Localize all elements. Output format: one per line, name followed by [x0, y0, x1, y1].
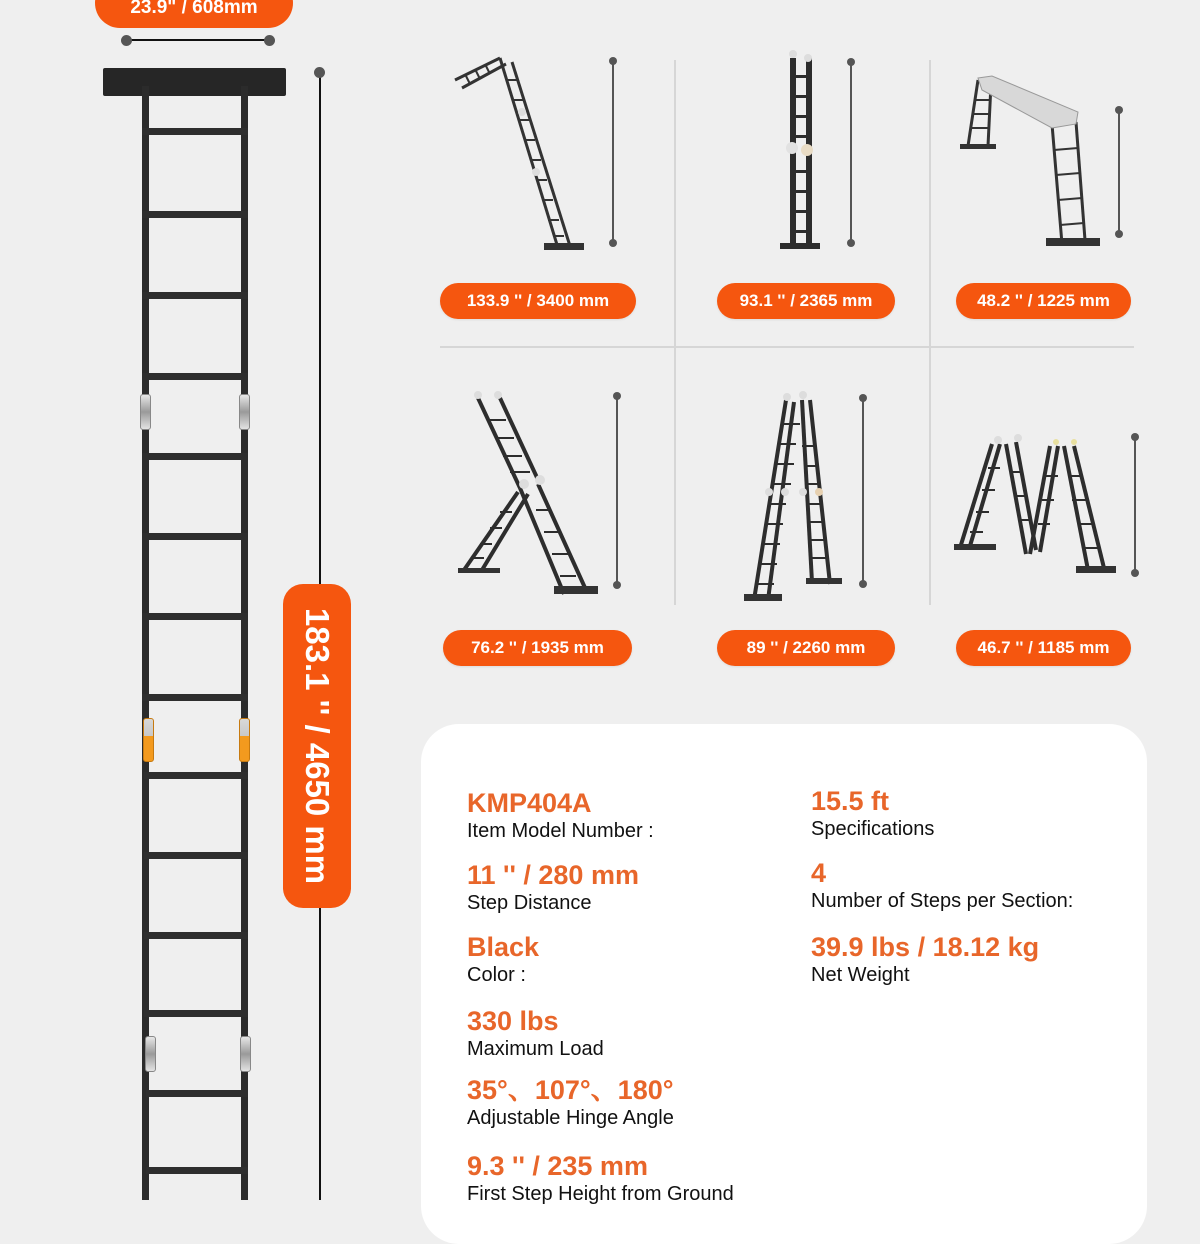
ladder-rung [144, 1010, 248, 1017]
spec-label: Specifications [811, 818, 935, 840]
height-dimension-label: 183.1 '' / 4650 mm [299, 607, 336, 885]
config-extension-leaning-illustration [440, 40, 674, 270]
height-dimension-badge [283, 584, 351, 908]
dimension-endpoint-icon [1131, 433, 1139, 441]
config-height-line [850, 62, 852, 244]
dimension-endpoint-icon [1115, 106, 1123, 114]
spec-label: Item Model Number : [467, 820, 654, 842]
spec-value: 330 lbs [467, 1006, 559, 1036]
width-dimension-label: 23.9" / 608mm [130, 0, 258, 18]
ladder-rung [142, 128, 248, 135]
ladder-rung [146, 1167, 248, 1174]
hinge-lock-icon [143, 718, 154, 762]
config-straight-folded-illustration [740, 40, 880, 260]
spec-hinge-angle [467, 1075, 674, 1131]
width-dimension-line [125, 39, 269, 41]
dimension-endpoint-icon [1115, 230, 1123, 238]
spec-first-step-height [467, 1151, 734, 1207]
spec-color [467, 932, 539, 988]
spec-specifications [811, 786, 934, 842]
ladder-rung [144, 772, 248, 779]
hinge-icon [239, 394, 250, 430]
ladder-top-cap [103, 68, 286, 96]
ladder-rung [142, 694, 248, 701]
config-double-a-frame-badge [956, 630, 1131, 666]
dimension-endpoint-icon [121, 35, 132, 46]
dimension-endpoint-icon [847, 239, 855, 247]
ladder-rung [144, 852, 248, 859]
config-label: 46.7 '' / 1185 mm [977, 638, 1110, 657]
spec-value: 35°、107°、180° [467, 1075, 674, 1105]
config-label: 133.9 '' / 3400 mm [466, 291, 610, 310]
spec-value: 11 '' / 280 mm [467, 860, 639, 890]
spec-value: 9.3 '' / 235 mm [467, 1151, 648, 1181]
ladder-rung [144, 932, 248, 939]
spec-label: Step Distance [467, 892, 592, 914]
ladder-rail-left [142, 86, 149, 1200]
ladder-rung [146, 1090, 248, 1097]
spec-label: Maximum Load [467, 1038, 604, 1060]
config-extension-leaning-badge [440, 283, 636, 319]
config-height-line [612, 62, 614, 244]
spec-label: Adjustable Hinge Angle [467, 1107, 674, 1129]
spec-label: Net Weight [811, 964, 910, 986]
config-double-a-frame-illustration [930, 420, 1150, 600]
hinge-icon [145, 1036, 156, 1072]
spec-maximum-load [467, 1006, 604, 1062]
ladder-rung [142, 453, 248, 460]
width-dimension-badge [95, 0, 293, 28]
dimension-endpoint-icon [609, 57, 617, 65]
ladder-rung [142, 292, 248, 299]
config-scaffold-badge [956, 283, 1131, 319]
main-ladder-illustration [100, 66, 290, 1200]
spec-value: 39.9 lbs / 18.12 kg [811, 932, 1040, 962]
spec-label: Color : [467, 964, 526, 986]
dimension-endpoint-icon [859, 394, 867, 402]
specifications-card [421, 724, 1147, 1244]
spec-label: First Step Height from Ground [467, 1183, 734, 1205]
hinge-icon [240, 1036, 251, 1072]
spec-label: Number of Steps per Section: [811, 890, 1074, 912]
dimension-endpoint-icon [613, 581, 621, 589]
ladder-rung [142, 211, 248, 218]
spec-steps-per-section [811, 858, 1073, 914]
ladder-rail-right [241, 86, 248, 1200]
ladder-rung [142, 613, 248, 620]
config-height-line [616, 396, 618, 584]
dimension-endpoint-icon [314, 67, 325, 78]
spec-value: 4 [811, 858, 827, 888]
dimension-endpoint-icon [859, 580, 867, 588]
dimension-endpoint-icon [847, 58, 855, 66]
hinge-icon [140, 394, 151, 430]
spec-value: Black [467, 932, 540, 962]
config-height-line [1134, 438, 1136, 574]
ladder-rung [142, 533, 248, 540]
config-label: 76.2 '' / 1935 mm [471, 638, 604, 657]
config-a-frame-extended-illustration [440, 380, 680, 610]
spec-step-distance [467, 860, 639, 916]
config-height-line [1118, 110, 1120, 234]
config-label: 89 '' / 2260 mm [746, 638, 866, 657]
spec-model-number [467, 788, 654, 844]
config-a-frame-badge [717, 630, 895, 666]
spec-value: KMP404A [467, 788, 592, 818]
spec-net-weight [811, 932, 1039, 988]
dimension-endpoint-icon [264, 35, 275, 46]
dimension-endpoint-icon [1131, 569, 1139, 577]
config-straight-folded-badge [717, 283, 895, 319]
dimension-endpoint-icon [609, 239, 617, 247]
dimension-endpoint-icon [613, 392, 621, 400]
hinge-lock-icon [239, 718, 250, 762]
config-label: 48.2 '' / 1225 mm [977, 291, 1110, 310]
config-height-line [862, 398, 864, 584]
ladder-rung [142, 373, 248, 380]
spec-value: 15.5 ft [811, 786, 890, 816]
config-scaffold-illustration [930, 60, 1150, 260]
grid-divider [440, 346, 1134, 348]
config-label: 93.1 '' / 2365 mm [739, 291, 873, 310]
config-a-frame-illustration [690, 380, 910, 610]
config-a-frame-extended-badge [443, 630, 632, 666]
